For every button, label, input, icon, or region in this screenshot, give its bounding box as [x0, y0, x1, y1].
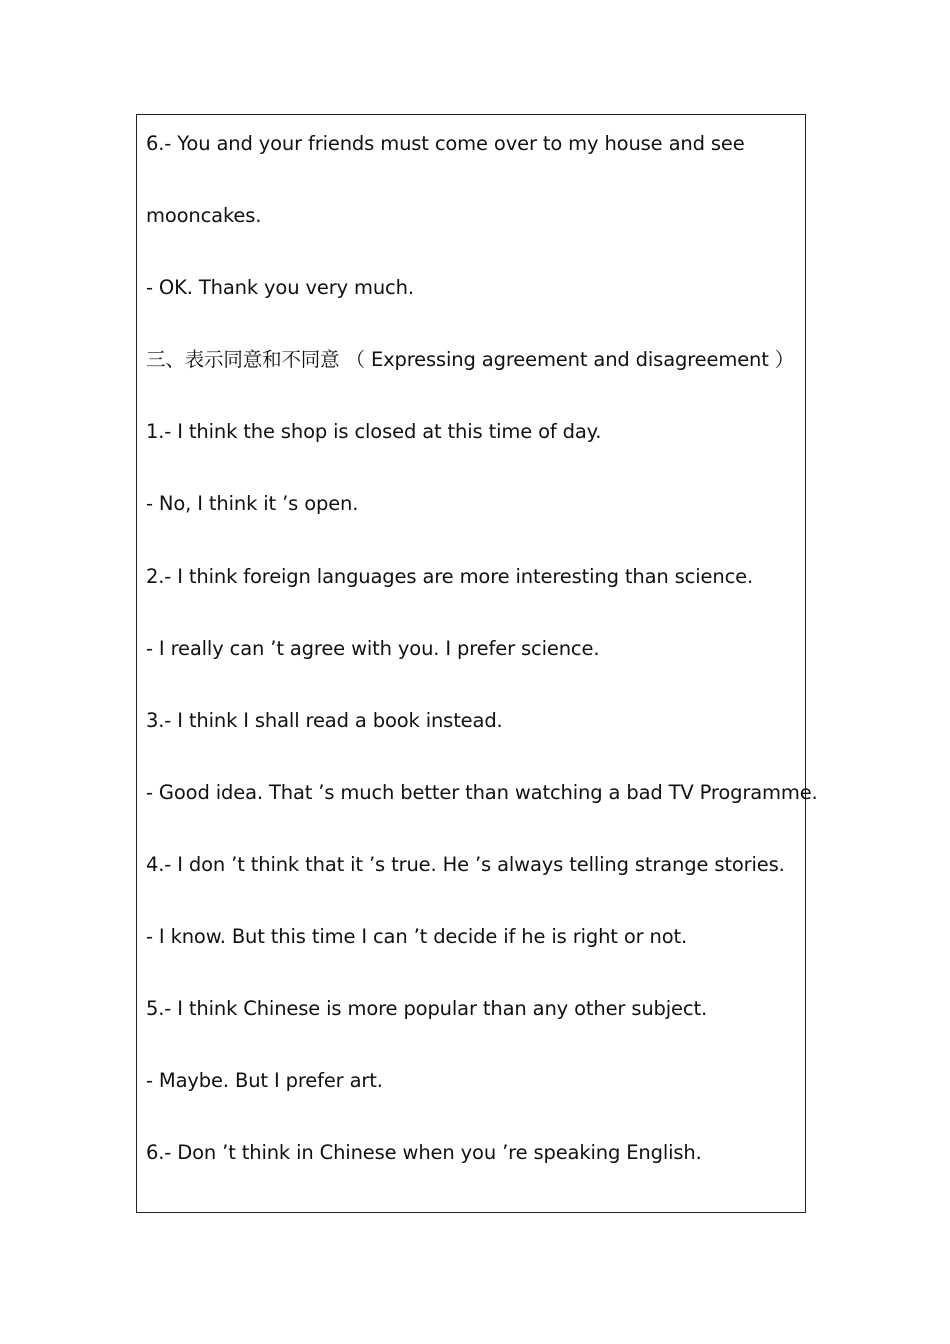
text-line: 6.- You and your friends must come over to my house and see — [146, 132, 745, 155]
text-line: 4.- I don ’t think that it ’s true. He ’s always telling strange stories. — [146, 852, 785, 876]
text-line: - Good idea. That ’s much better than watching a bad TV Programme. — [146, 780, 818, 804]
section-heading: 三、表示同意和不同意 （ Expressing agreement and disagreement ） — [146, 348, 795, 372]
dialogue-lines — [146, 129, 818, 1210]
text-line: - I really can ’t agree with you. I prefer science. — [146, 636, 600, 660]
text-line: 6.- Don ’t think in Chinese when you ’re speaking English. — [146, 1141, 702, 1165]
text-line: 5.- I think Chinese is more popular than any other subject. — [146, 997, 708, 1021]
text-line: 3.- I think I shall read a book instead. — [146, 708, 503, 732]
text-line: 2.- I think foreign languages are more interesting than science. — [146, 564, 754, 588]
text-line: - OK. Thank you very much. — [146, 276, 414, 300]
text-line: mooncakes. — [146, 204, 262, 228]
document-frame — [136, 114, 818, 1213]
text-line: - I know. But this time I can ’t decide if he is right or not. — [146, 925, 688, 949]
text-line: - Maybe. But I prefer art. — [146, 1069, 383, 1093]
text-line: 1.- I think the shop is closed at this time of day. — [146, 420, 602, 444]
text-line: - No, I think it ’s open. — [146, 492, 359, 516]
